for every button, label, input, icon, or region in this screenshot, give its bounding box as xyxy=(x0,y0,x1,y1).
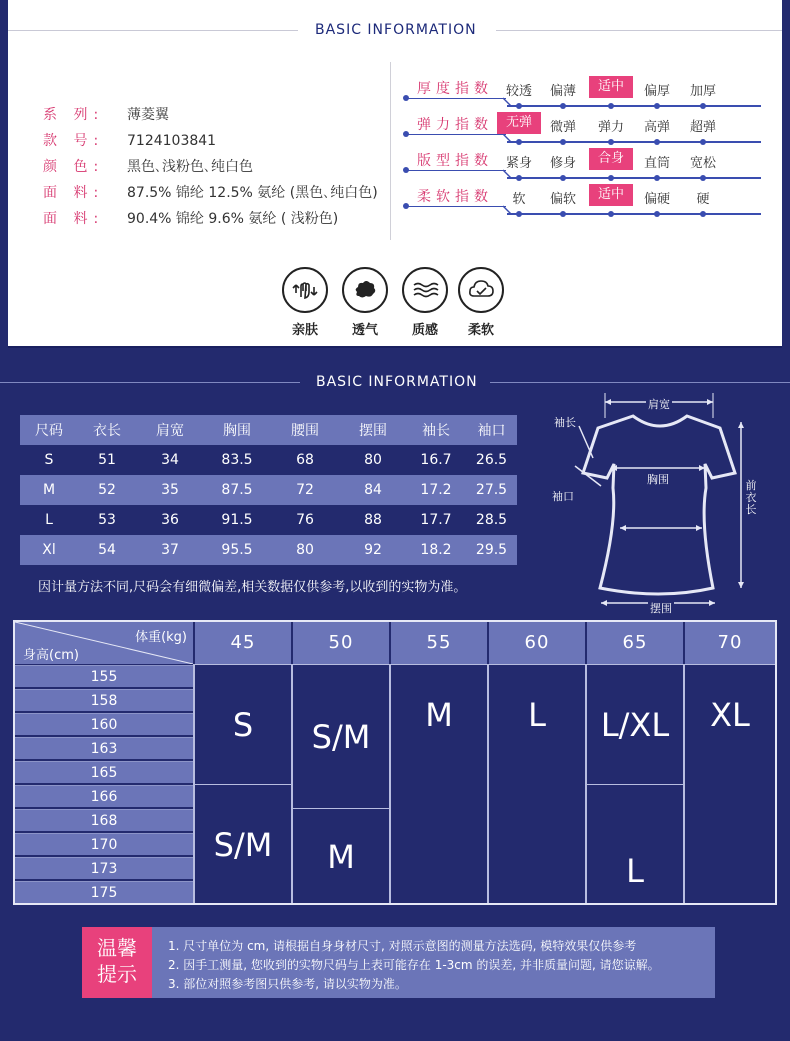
height-axis-label: 身高(cm) xyxy=(23,648,79,663)
size-header-cell: 胸围 xyxy=(204,415,270,445)
size-value: L xyxy=(626,852,644,890)
weight-header-cell: 70 xyxy=(685,622,775,664)
size-value: M xyxy=(425,696,453,734)
height-cell: 160 xyxy=(15,713,193,735)
section-title: BASIC INFORMATION xyxy=(315,22,477,38)
index-option: 宽松 xyxy=(689,156,716,171)
size-cell: 17.2 xyxy=(406,475,466,505)
index-scale xyxy=(507,213,761,215)
size-recommendation-grid xyxy=(13,620,777,905)
index-option-selected: 无弹 xyxy=(497,112,541,134)
basic-value: 7124103841 xyxy=(127,133,217,149)
height-cell: 158 xyxy=(15,689,193,711)
index-tick xyxy=(560,211,566,217)
index-line xyxy=(406,170,506,171)
size-cell: 72 xyxy=(270,475,340,505)
index-tick xyxy=(700,175,706,181)
soft-icon xyxy=(458,267,504,313)
size-table xyxy=(20,415,517,565)
size-value: L/XL xyxy=(600,706,670,744)
tips-box xyxy=(82,927,715,998)
divider xyxy=(0,382,300,383)
index-row xyxy=(403,150,773,186)
size-block xyxy=(585,664,683,784)
size-block xyxy=(585,784,683,904)
basic-row xyxy=(43,208,338,228)
index-option: 高弹 xyxy=(643,120,670,135)
size-header-cell: 袖长 xyxy=(406,415,466,445)
size-cell: 68 xyxy=(270,445,340,475)
divider xyxy=(490,382,790,383)
size-header-cell: 袖口 xyxy=(466,415,517,445)
index-option: 偏硬 xyxy=(643,192,670,207)
corner-header xyxy=(15,622,193,664)
size-cell: Xl xyxy=(20,535,78,565)
index-option: 偏软 xyxy=(549,192,576,207)
size-cell: 53 xyxy=(78,505,136,535)
tips-line: 1. 尺寸单位为 cm, 请根据自身身材尺寸, 对照示意图的测量方法选码, 模特效果仅供参考 xyxy=(168,939,637,953)
size-block xyxy=(193,664,291,784)
basic-info-panel xyxy=(8,0,782,348)
section-title: BASIC INFORMATION xyxy=(316,374,478,390)
breathable-icon xyxy=(342,267,388,313)
size-row xyxy=(20,445,517,475)
front-length-label: 前衣长 xyxy=(745,479,757,516)
index-title: 厚度指数 xyxy=(417,81,493,97)
index-tick xyxy=(516,175,522,181)
index-option-selected: 适中 xyxy=(589,76,633,98)
index-option: 偏薄 xyxy=(549,84,576,99)
size-block xyxy=(683,664,775,904)
size-cell: 80 xyxy=(340,445,406,475)
size-cell: 35 xyxy=(136,475,204,505)
basic-row xyxy=(43,104,169,124)
size-block xyxy=(291,664,389,808)
index-option-selected: 适中 xyxy=(589,184,633,206)
shoulder-label: 肩宽 xyxy=(648,398,670,411)
weight-header-cell: 60 xyxy=(489,622,585,664)
size-header-cell: 衣长 xyxy=(78,415,136,445)
tips-line: 2. 因手工测量, 您收到的实物尺码与上表可能存在 1-3cm 的误差, 并非质量问题, 请您谅解。 xyxy=(168,958,660,972)
size-block xyxy=(487,664,585,904)
feature-label: 质感 xyxy=(411,323,438,338)
index-row xyxy=(403,186,773,222)
index-tick xyxy=(608,139,614,145)
index-tick xyxy=(516,211,522,217)
basic-label: 款 号: xyxy=(43,133,105,149)
index-tick xyxy=(700,211,706,217)
index-title: 弹力指数 xyxy=(417,117,493,133)
size-header-cell: 腰围 xyxy=(270,415,340,445)
size-cell: 36 xyxy=(136,505,204,535)
chest-label: 胸围 xyxy=(647,473,669,486)
index-option: 紧身 xyxy=(505,156,532,171)
index-option: 直筒 xyxy=(643,156,670,171)
size-cell: 17.7 xyxy=(406,505,466,535)
basic-label: 系 列: xyxy=(43,107,105,123)
size-cell: 28.5 xyxy=(466,505,517,535)
index-title: 柔软指数 xyxy=(417,189,493,205)
size-cell: L xyxy=(20,505,78,535)
index-scale xyxy=(507,141,761,143)
size-cell: 95.5 xyxy=(204,535,270,565)
size-note: 因计量方法不同,尺码会有细微偏差,相关数据仅供参考,以收到的实物为准。 xyxy=(38,580,467,595)
size-header-cell: 尺码 xyxy=(20,415,78,445)
weight-axis-label: 体重(kg) xyxy=(135,630,187,645)
garment-diagram xyxy=(545,388,775,613)
index-option: 软 xyxy=(512,192,526,207)
height-cell: 173 xyxy=(15,857,193,879)
height-cell: 175 xyxy=(15,881,193,903)
basic-label: 颜 色: xyxy=(43,159,105,175)
tips-line: 3. 部位对照参考图只供参考, 请以实物为准。 xyxy=(168,977,407,991)
index-tick xyxy=(560,139,566,145)
size-cell: 91.5 xyxy=(204,505,270,535)
size-row xyxy=(20,505,517,535)
index-tick xyxy=(608,103,614,109)
weight-header-cell: 50 xyxy=(293,622,389,664)
size-cell: 87.5 xyxy=(204,475,270,505)
index-tick xyxy=(654,103,660,109)
size-block xyxy=(291,808,389,904)
index-tick xyxy=(608,175,614,181)
height-cell: 165 xyxy=(15,761,193,783)
size-cell: 88 xyxy=(340,505,406,535)
weight-header-cell: 55 xyxy=(391,622,487,664)
index-tick xyxy=(700,103,706,109)
index-line xyxy=(406,134,506,135)
size-cell: 92 xyxy=(340,535,406,565)
size-value: L xyxy=(528,696,546,734)
index-option-selected: 合身 xyxy=(589,148,633,170)
size-cell: 16.7 xyxy=(406,445,466,475)
index-tick xyxy=(608,211,614,217)
index-scale xyxy=(507,177,761,179)
height-cell: 163 xyxy=(15,737,193,759)
size-cell: 51 xyxy=(78,445,136,475)
index-tick xyxy=(560,175,566,181)
weight-header-cell: 65 xyxy=(587,622,683,664)
size-cell: 37 xyxy=(136,535,204,565)
index-option: 修身 xyxy=(549,156,576,171)
index-tick xyxy=(654,211,660,217)
feature-label: 亲肤 xyxy=(291,323,318,338)
feature-breathable xyxy=(340,267,390,338)
feature-label: 透气 xyxy=(351,323,378,338)
basic-value: 87.5% 锦纶 12.5% 氨纶 (黑色､纯白色) xyxy=(127,185,378,201)
index-row xyxy=(403,78,773,114)
size-cell: M xyxy=(20,475,78,505)
size-cell: 54 xyxy=(78,535,136,565)
size-cell: 83.5 xyxy=(204,445,270,475)
index-option: 偏厚 xyxy=(643,84,670,99)
size-block xyxy=(193,784,291,904)
weight-header-cell: 45 xyxy=(195,622,291,664)
basic-row xyxy=(43,156,253,176)
size-header-cell: 摆围 xyxy=(340,415,406,445)
index-tick xyxy=(654,175,660,181)
index-option: 硬 xyxy=(696,192,710,207)
texture-icon xyxy=(402,267,448,313)
size-value: M xyxy=(327,838,355,876)
size-cell: 27.5 xyxy=(466,475,517,505)
index-option: 微弹 xyxy=(549,120,576,135)
size-value: S/M xyxy=(213,826,273,864)
size-cell: 18.2 xyxy=(406,535,466,565)
size-header-cell: 肩宽 xyxy=(136,415,204,445)
tips-label: 温馨提示 xyxy=(82,927,152,998)
basic-row xyxy=(43,182,378,202)
size-row xyxy=(20,535,517,565)
basic-label: 面 料: xyxy=(43,185,105,201)
size-cell: 34 xyxy=(136,445,204,475)
size-cell: 26.5 xyxy=(466,445,517,475)
index-scale xyxy=(507,105,761,107)
index-option: 超弹 xyxy=(689,120,716,135)
feature-soft xyxy=(456,267,506,338)
size-cell: 80 xyxy=(270,535,340,565)
index-option: 弹力 xyxy=(597,120,624,135)
height-cell: 168 xyxy=(15,809,193,831)
size-cell: 84 xyxy=(340,475,406,505)
basic-label: 面 料: xyxy=(43,211,105,227)
size-value: S xyxy=(232,706,254,744)
basic-value: 薄菱翼 xyxy=(127,107,169,123)
index-tick xyxy=(700,139,706,145)
hem-label: 摆围 xyxy=(650,602,672,615)
index-line xyxy=(406,98,506,99)
size-value: S/M xyxy=(311,718,371,756)
feature-texture xyxy=(400,267,450,338)
index-row xyxy=(403,114,773,150)
basic-value: 90.4% 锦纶 9.6% 氨纶 ( 浅粉色) xyxy=(127,211,339,227)
divider xyxy=(8,30,298,31)
index-tick xyxy=(516,103,522,109)
size-cell: 76 xyxy=(270,505,340,535)
index-title: 版型指数 xyxy=(417,153,493,169)
size-value: XL xyxy=(710,696,750,734)
size-cell: 52 xyxy=(78,475,136,505)
basic-value: 黑色､浅粉色､纯白色 xyxy=(127,159,253,175)
size-row xyxy=(20,475,517,505)
index-line xyxy=(406,206,506,207)
height-cell: 166 xyxy=(15,785,193,807)
height-cell: 170 xyxy=(15,833,193,855)
feature-skin xyxy=(280,267,330,338)
size-cell: S xyxy=(20,445,78,475)
index-tick xyxy=(654,139,660,145)
feature-label: 柔软 xyxy=(467,323,494,338)
sleeve-length-label: 袖长 xyxy=(554,416,576,429)
index-option: 加厚 xyxy=(689,84,716,99)
index-tick xyxy=(560,103,566,109)
index-tick xyxy=(516,139,522,145)
skin-friendly-icon xyxy=(282,267,328,313)
height-cell: 155 xyxy=(15,665,193,687)
cuff-label: 袖口 xyxy=(552,490,574,503)
size-cell: 29.5 xyxy=(466,535,517,565)
divider xyxy=(496,30,782,31)
size-block xyxy=(389,664,487,904)
basic-row xyxy=(43,130,216,150)
index-option: 较透 xyxy=(505,84,532,99)
vertical-divider xyxy=(390,62,391,240)
